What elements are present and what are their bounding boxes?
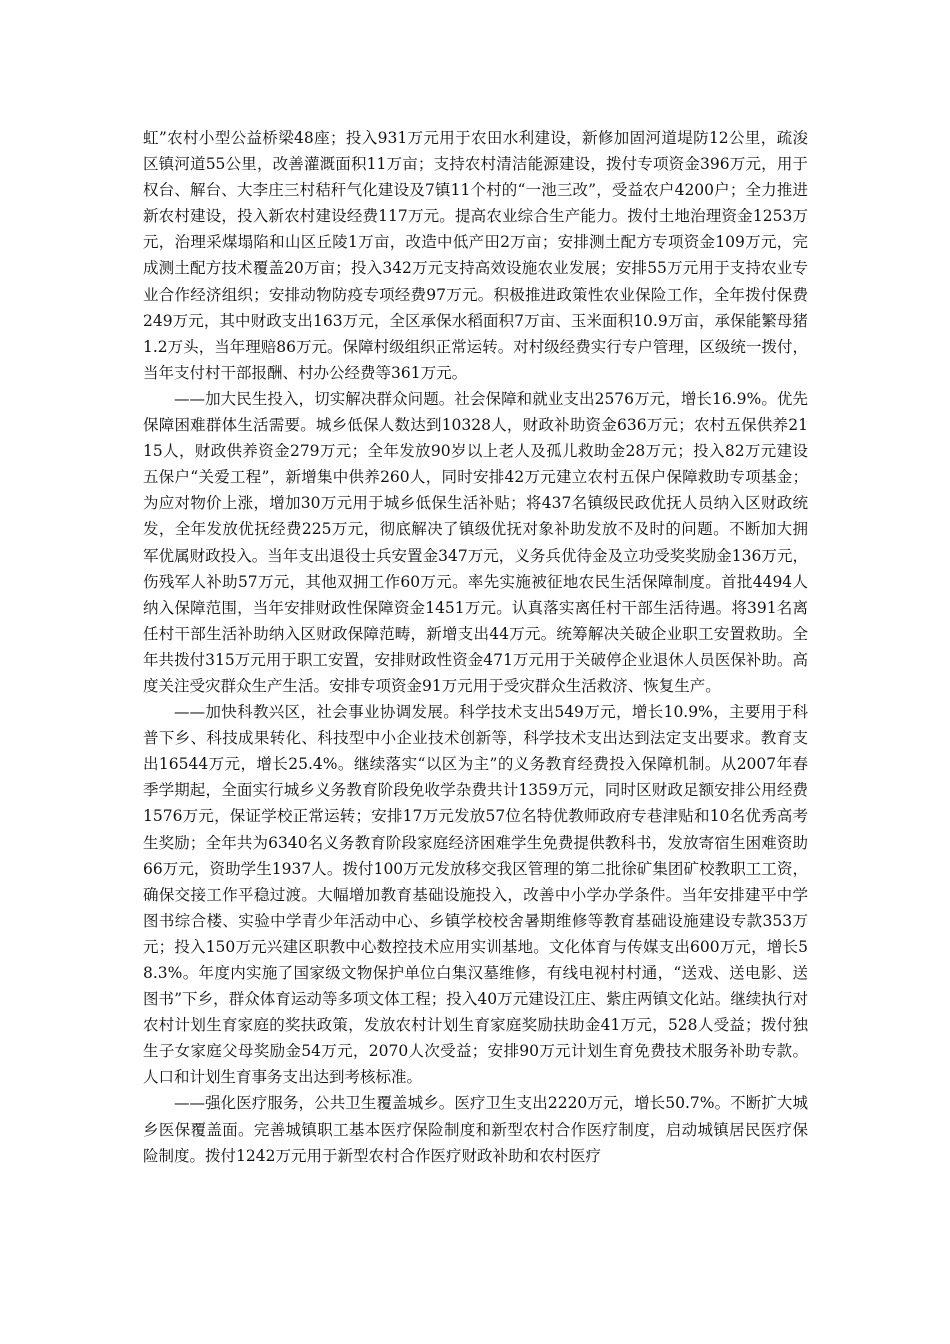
paragraph-livelihood: ——加大民生投入，切实解决群众问题。社会保障和就业支出2576万元，增长16.9%。优先保障困难群体生活需要。城乡低保人数达到10328人，财政补助资金636万元；农村五保供养2115人，财政供养资金279万元；全年发放90岁以上老人及孤儿救助金28万元；投入82万元建设五保户“关爱工程”，新增集中供养260人，同时安排42万元建立农村五保户保障救助专项基金；为应对物价上涨，增加30万元用于城乡低保生活补贴；将437名镇级民政优抚人员纳入区财政统发，全年发放优抚经费225万元，彻底解决了镇级优抚对象补助发放不及时的问题。不断加大拥军优属财政投入。当年支出退役士兵安置金347万元，义务兵优待金及立功受奖奖励金136万元，伤残军人补助57万元，其他双拥工作60万元。率先实施被征地农民生活保障制度。首批4494人纳入保障范围，当年安排财政性保障资金1451万元。认真落实离任村干部生活待遇。将391名离任村干部生活补助纳入区财政保障范畴，新增支出44万元。统筹解决关破企业职工安置救助。全年共拨付315万元用于职工安置，安排财政性资金471万元用于关破停企业退休人员医保补助。高度关注受灾群众生产生活。安排专项资金91万元用于受灾群众生活救济、恢复生产。 xyxy=(143,389,808,695)
body-text xyxy=(143,125,808,1169)
paragraph-science-education: ——加快科教兴区，社会事业协调发展。科学技术支出549万元，增长10.9%，主要用于科普下乡、科技成果转化、科技型中小企业技术创新等，科学技术支出达到法定支出要求。教育支出16544万元，增长25.4%。继续落实“以区为主”的义务教育经费投入保障机制。从2007年春季学期起，全面实行城乡义务教育阶段免收学杂费共计1359万元，同时区财政足额安排公用经费1576万元，保证学校正常运转；安排17万元发放57位名特优教师政府专巷津贴和10名优秀高考生奖励；全年共为6340名义务教育阶段家庭经济困难学生免费提供教科书，发放寄宿生困难资助66万元，资助学生1937人。拨付100万元发放移交我区管理的第二批徐矿集团矿校教职工工资，确保交接工作平稳过渡。大幅增加教育基础设施投入，改善中小学办学条件。当年安排建平中学图书综合楼、实验中学青少年活动中心、乡镇学校校舍暑期维修等教育基础设施建设专款353万元；投入150万元兴建区职教中心数控技术应用实训基地。文化体育与传媒支出600万元，增长58.3%。年度内实施了国家级文物保护单位白集汉墓维修，有线电视村村通，“送戏、送电影、送图书”下乡，群众体育运动等多项文体工程；投入40万元建设江庄、紫庄两镇文化站。继续执行对农村计划生育家庭的奖扶政策，发放农村计划生育家庭奖励扶助金41万元，528人受益；拨付独生子女家庭父母奖励金54万元，2070人次受益；安排90万元计划生育免费技术服务补助专款。人口和计划生育事务支出达到考核标准。 xyxy=(143,703,808,1087)
paragraph-medical-services: ——强化医疗服务，公共卫生覆盖城乡。医疗卫生支出2220万元，增长50.7%。不断扩大城乡医保覆盖面。完善城镇职工基本医疗保险制度和新型农村合作医疗制度，启动城镇居民医疗保险制度。拨付1242万元用于新型农村合作医疗财政补助和农村医疗 xyxy=(143,1094,808,1165)
paragraph-agriculture-continued: 虹”农村小型公益桥梁48座；投入931万元用于农田水利建设，新修加固河道堤防12公里，疏浚区镇河道55公里，改善灌溉面积11万亩；支持农村清洁能源建设，拨付专项资金396万元，用于权台、解台、大李庄三村秸秆气化建设及7镇11个村的“一池三改”，受益农户4200户；全力推进新农村建设，投入新农村建设经费117万元。提高农业综合生产能力。拨付土地治理资金1253万元，治理采煤塌陷和山区丘陵1万亩，改造中低产田2万亩；安排测土配方专项资金109万元，完成测土配方技术覆盖20万亩；投入342万元支持高效设施农业发展；安排55万元用于支持农业专业合作经济组织；安排动物防疫专项经费97万元。积极推进政策性农业保险工作，全年拨付保费249万元，其中财政支出163万元，全区承保水稻面积7万亩、玉米面积10.9万亩，承保能繁母猪1.2万头，当年理赔86万元。保障村级组织正常运转。对村级经费实行专户管理，区级统一拨付，当年支付村干部报酬、村办公经费等361万元。 xyxy=(143,129,808,382)
